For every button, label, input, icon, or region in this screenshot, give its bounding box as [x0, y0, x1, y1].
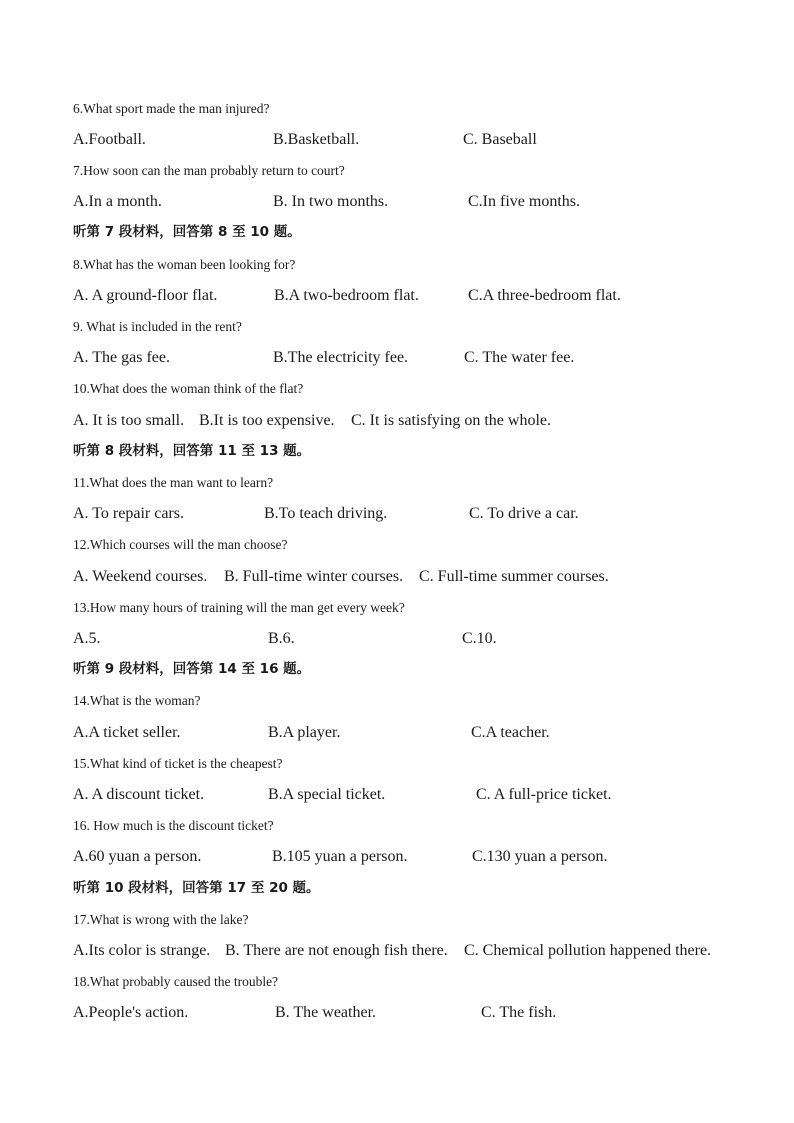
option-a: A. The gas fee.	[73, 349, 170, 366]
option-b: B.6.	[268, 630, 295, 647]
options-14	[0, 724, 794, 742]
question-18: 18.What probably caused the trouble?	[73, 974, 279, 989]
section-heading-8: 听第 8 段材料，回答第 11 至 13 题。	[73, 443, 311, 459]
option-b: B.Basketball.	[273, 131, 360, 148]
options-6	[0, 131, 794, 149]
option-a: A.In a month.	[73, 193, 162, 210]
option-c: C. A full-price ticket.	[476, 786, 612, 803]
question-11: 11.What does the man want to learn?	[73, 475, 274, 490]
section-heading-10: 听第 10 段材料，回答第 17 至 20 题。	[73, 880, 320, 896]
question-17: 17.What is wrong with the lake?	[73, 912, 249, 927]
option-c: C. Baseball	[463, 131, 537, 148]
question-12: 12.Which courses will the man choose?	[73, 537, 288, 552]
question-8: 8.What has the woman been looking for?	[73, 257, 296, 272]
option-c: C. Chemical pollution happened there.	[464, 942, 712, 959]
option-b: B.To teach driving.	[264, 505, 388, 522]
option-a: A. A discount ticket.	[73, 786, 205, 803]
option-b: B.A player.	[268, 724, 341, 741]
option-a: A.Its color is strange.	[73, 942, 211, 959]
question-14: 14.What is the woman?	[73, 693, 201, 708]
options-18	[0, 1004, 794, 1022]
option-c: C.A teacher.	[471, 724, 550, 741]
section-heading-7: 听第 7 段材料，回答第 8 至 10 题。	[73, 224, 301, 240]
option-a: A.A ticket seller.	[73, 724, 181, 741]
question-16: 16. How much is the discount ticket?	[73, 818, 274, 833]
options-7	[0, 193, 794, 211]
option-b: B. In two months.	[273, 193, 389, 210]
option-c: C. It is satisfying on the whole.	[351, 412, 551, 429]
option-c: C. To drive a car.	[469, 505, 579, 522]
option-a: A.People's action.	[73, 1004, 189, 1021]
option-a: A.Football.	[73, 131, 146, 148]
question-6: 6.What sport made the man injured?	[73, 101, 270, 116]
options-16	[0, 848, 794, 866]
option-b: B. There are not enough fish there.	[225, 942, 448, 959]
option-a: A. A ground-floor flat.	[73, 287, 218, 304]
option-b: B.It is too expensive.	[199, 412, 335, 429]
section-heading-9: 听第 9 段材料，回答第 14 至 16 题。	[73, 661, 311, 677]
options-12	[0, 568, 794, 586]
question-7: 7.How soon can the man probably return to court?	[73, 163, 345, 178]
option-c: C.In five months.	[468, 193, 580, 210]
option-c: C. Full-time summer courses.	[419, 568, 609, 585]
option-c: C.A three-bedroom flat.	[468, 287, 621, 304]
option-b: B.A special ticket.	[268, 786, 386, 803]
option-a: A. Weekend courses.	[73, 568, 208, 585]
options-10	[0, 412, 794, 430]
option-c: C.10.	[462, 630, 497, 647]
option-c: C.130 yuan a person.	[472, 848, 608, 865]
option-c: C. The water fee.	[464, 349, 575, 366]
option-a: A.60 yuan a person.	[73, 848, 202, 865]
option-c: C. The fish.	[481, 1004, 557, 1021]
option-b: B.A two-bedroom flat.	[274, 287, 419, 304]
options-17	[0, 942, 794, 960]
options-15	[0, 786, 794, 804]
options-9	[0, 349, 794, 367]
options-8	[0, 287, 794, 305]
question-15: 15.What kind of ticket is the cheapest?	[73, 756, 283, 771]
question-10: 10.What does the woman think of the flat?	[73, 381, 304, 396]
option-b: B.The electricity fee.	[273, 349, 409, 366]
options-13	[0, 630, 794, 648]
option-b: B. The weather.	[275, 1004, 377, 1021]
option-a: A.5.	[73, 630, 101, 647]
question-13: 13.How many hours of training will the man get every week?	[73, 600, 405, 615]
options-11	[0, 505, 794, 523]
question-9: 9. What is included in the rent?	[73, 319, 242, 334]
option-a: A. To repair cars.	[73, 505, 184, 522]
option-b: B.105 yuan a person.	[272, 848, 408, 865]
option-a: A. It is too small.	[73, 412, 185, 429]
option-b: B. Full-time winter courses.	[224, 568, 404, 585]
